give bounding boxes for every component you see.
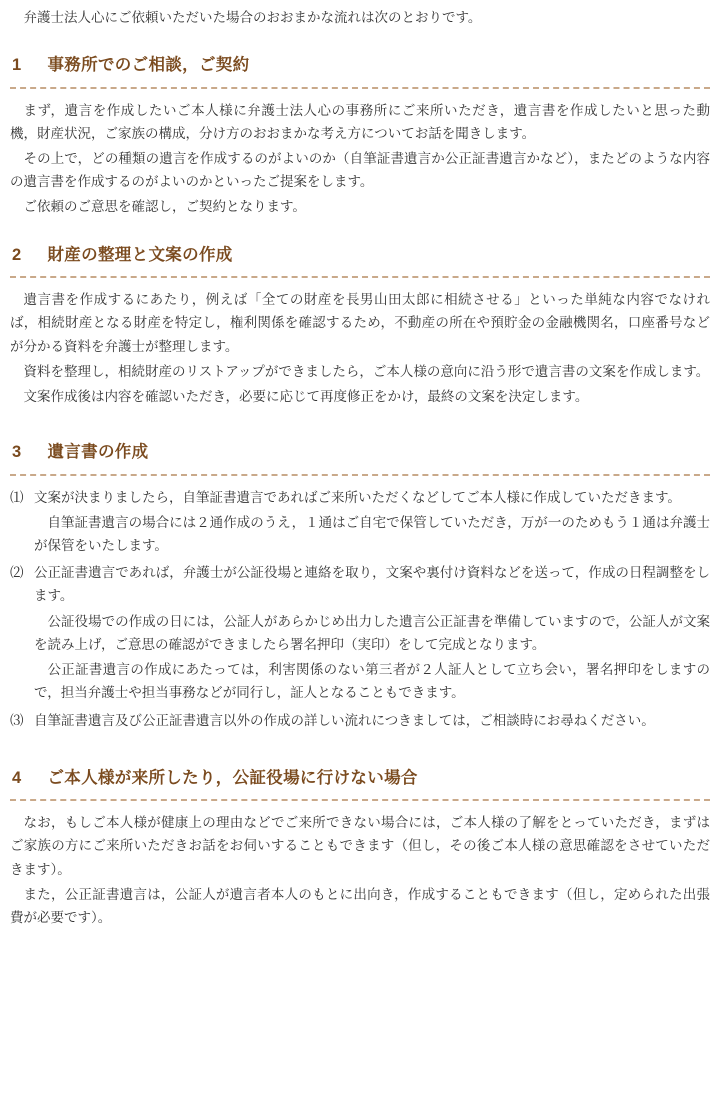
list-item-body	[34, 709, 710, 734]
list-item-marker: ⑵	[10, 565, 24, 581]
section-1	[10, 51, 710, 218]
paragraph: ご依頼のご意思を確認し，ご契約となります。	[23, 199, 306, 215]
paragraph: まず，遺言を作成したいご本人様に弁護士法人心の事務所にご来所いただき，遺言書を作成したいと思った動機，財産状況，ご家族の構成，分け方のおおまかな考え方についてお話を聞きします。	[10, 102, 710, 141]
intro-paragraph: 弁護士法人心にご依頼いただいた場合のおおまかな流れは次のとおりです。	[23, 10, 482, 25]
section-1-title: 事務所でのご相談，ご契約	[47, 56, 250, 75]
section-3-title: 遺言書の作成	[47, 443, 149, 462]
section-4-number: 4	[12, 768, 22, 787]
section-4-title: ご本人様が来所したり，公証役場に行けない場合	[47, 768, 418, 787]
list-item-body	[34, 486, 710, 560]
section-2-body	[10, 288, 710, 408]
paragraph: 公証役場での作成の日には，公証人があらかじめ出力した遺言公正証書を準備していますので，公証人が文案を読み上げ，ご意思の確認ができましたら署名押印（実印）をして完成となります。	[34, 613, 710, 652]
section-4	[10, 764, 710, 929]
section-2-title: 財産の整理と文案の作成	[47, 245, 233, 264]
section-3-number: 3	[12, 443, 22, 462]
paragraph: 公正証書遺言であれば，弁護士が公証役場と連絡を取り，文案や裏付け資料などを送って，作成の日程調整をします。	[34, 565, 710, 604]
section-3	[10, 438, 710, 734]
paragraph: 文案作成後は内容を確認いただき，必要に応じて再度修正をかけ，最終の文案を決定します。	[23, 388, 589, 404]
section-1-number: 1	[12, 56, 22, 75]
list-item	[10, 486, 710, 560]
section-4-body	[10, 811, 710, 929]
section-3-heading	[10, 438, 710, 475]
section-1-body	[10, 99, 710, 219]
list-item-marker: ⑴	[10, 489, 24, 505]
list-item-body	[34, 561, 710, 706]
paragraph: 遺言書を作成するにあたり，例えば「全ての財産を長男山田太郎に相続させる」といった単純な内容でなければ，相続財産となる財産を特定し，権利関係を確認するため，不動産の所在や預貯金の金融機関名，口座番号などが分かる資料を弁護士が整理します。	[10, 292, 710, 354]
section-2	[10, 241, 710, 408]
section-1-heading	[10, 51, 710, 88]
paragraph: 自筆証書遺言及び公正証書遺言以外の作成の詳しい流れにつきましては，ご相談時にお尋ねください。	[34, 712, 655, 728]
section-3-body	[10, 486, 710, 734]
list-item	[10, 561, 710, 706]
paragraph: 文案が決まりましたら，自筆証書遺言であればご来所いただくなどしてご本人様に作成していただきます。	[34, 489, 681, 505]
paragraph: なお，もしご本人様が健康上の理由などでご来所できない場合には，ご本人様の了解をとっていただき，まずはご家族の方にご来所いただきお話をお伺いすることもできます（但し，その後ご本人様の意思確認をさせていただきます）。	[10, 815, 710, 877]
paragraph: 公正証書遺言の作成にあたっては，利害関係のない第三者が２人証人として立ち会い，署名押印をしますので，担当弁護士や担当事務などが同行し，証人となることもできます。	[34, 662, 710, 701]
section-2-heading	[10, 241, 710, 278]
section-4-heading	[10, 764, 710, 801]
section-2-number: 2	[12, 245, 22, 264]
paragraph: その上で，どの種類の遺言を作成するのがよいのか（自筆証書遺言か公正証書遺言かなど），またどのような内容の遺言書を作成するのがよいのかといったご提案をします。	[10, 151, 710, 190]
list-item	[10, 709, 710, 734]
paragraph: また，公正証書遺言は，公証人が遺言者本人のもとに出向き，作成することもできます（但し，定められた出張費が必要です）。	[10, 886, 710, 925]
list-item-marker: ⑶	[10, 712, 24, 728]
paragraph: 自筆証書遺言の場合には２通作成のうえ，１通はご自宅で保管していただき，万が一のためもう１通は弁護士が保管をいたします。	[34, 514, 710, 553]
paragraph: 資料を整理し，相続財産のリストアップができましたら，ご本人様の意向に沿う形で遺言書の文案を作成します。	[23, 363, 710, 379]
